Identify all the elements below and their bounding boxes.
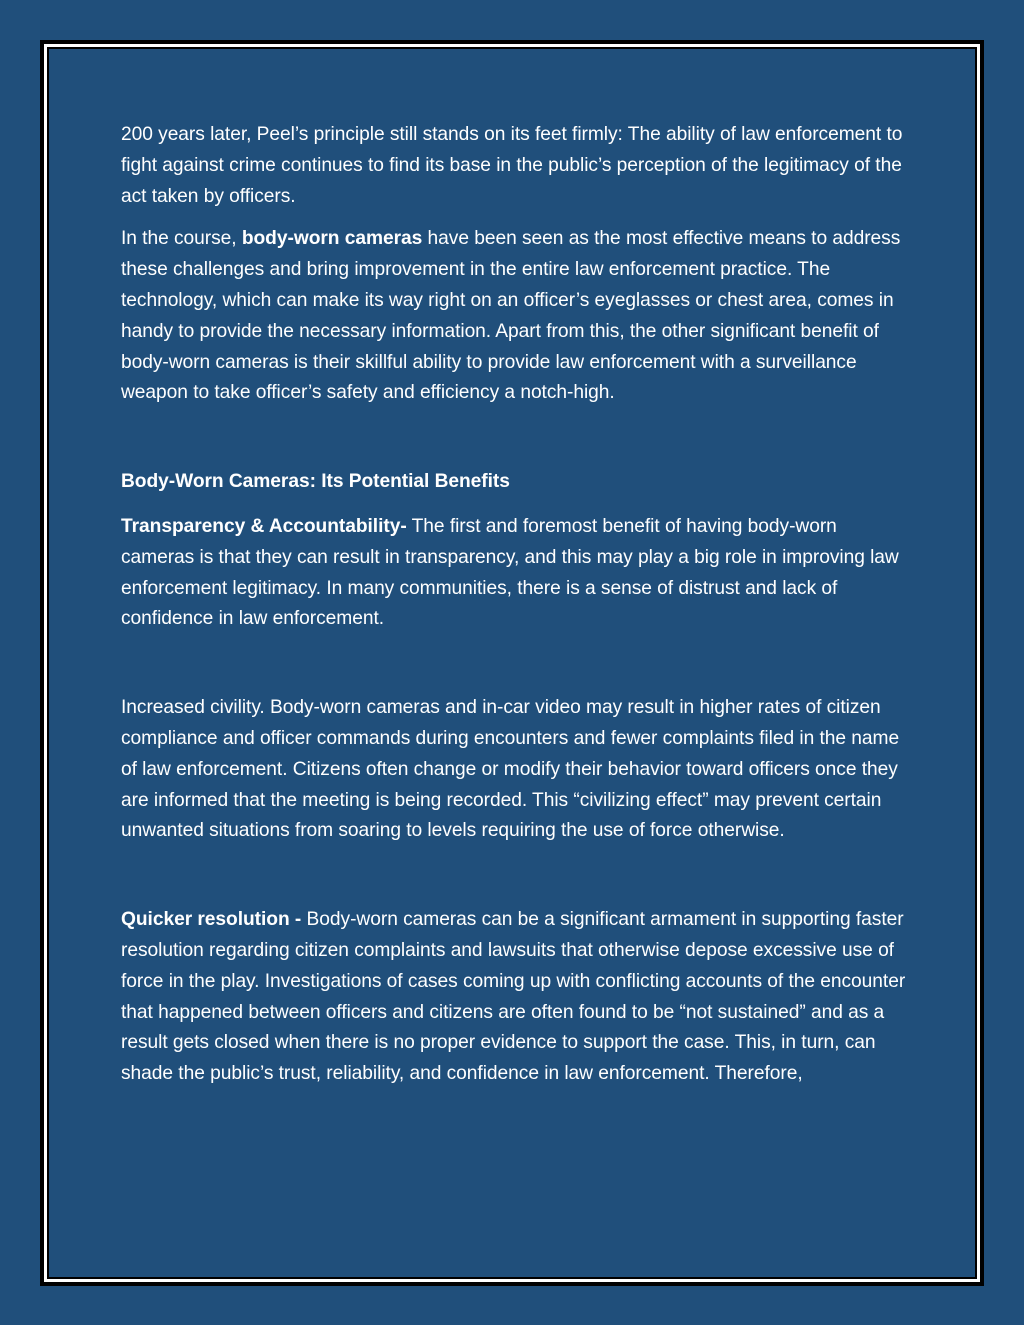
transparency-heading: Transparency & Accountability-	[121, 515, 407, 537]
body-worn-cameras-emphasis: body-worn cameras	[241, 228, 423, 250]
paragraph-course	[121, 224, 911, 409]
document-body	[121, 120, 911, 1090]
paragraph-intro	[121, 120, 911, 212]
section-heading: Body-Worn Cameras: Its Potential Benefits	[121, 471, 510, 493]
paragraph-resolution-text: Body-worn cameras can be a significant armament in supporting faster resolution regarding citizen complaints and lawsuits that otherwise depose excessive use of force in the play. Investigations of cases coming up with conflicting accounts of the encounter that happened between officers and citizens are often found to be “not sustained” and as a result gets closed when there is no proper evidence to support the case. This, in turn, can shade the public’s trust, reliability, and confidence in law enforcement. Therefore,	[121, 909, 906, 1085]
paragraph-intro-text: 200 years later, Peel’s principle still stands on its feet firmly: The ability of law enforcement to fight against crime continues to find its base in the public’s perception of the legitimacy of the act taken by officers.	[121, 124, 903, 207]
paragraph-civility-text: Increased civility. Body-worn cameras and in-car video may result in higher rates of citizen compliance and officer commands during encounters and fewer complaints filed in the name of law enforcement. Citizens often change or modify their behavior toward officers once they are informed that the meeting is being recorded. This “civilizing effect” may prevent certain unwanted situations from soaring to levels requiring the use of force otherwise.	[121, 697, 900, 842]
paragraph-resolution	[121, 905, 911, 1090]
paragraph-course-rest: have been seen as the most effective means to address these challenges and bring improvement in the entire law enforcement practice. The technology, which can make its way right on an officer’s eyeglasses or chest area, comes in handy to provide the necessary information. Apart from this, the other significant benefit of body-worn cameras is their skillful ability to provide law enforcement with a surveillance weapon to take officer’s safety and efficiency a notch-high.	[121, 228, 901, 404]
paragraph-transparency-text: The first and foremost benefit of having body-worn cameras is that they can result in transparency, and this may play a big role in improving law enforcement legitimacy. In many communities, there is a sense of distrust and lack of confidence in law enforcement.	[121, 515, 899, 630]
paragraph-civility	[121, 693, 911, 847]
paragraph-transparency	[121, 512, 911, 635]
paragraph-course-prefix: In the course,	[121, 228, 242, 250]
resolution-heading: Quicker resolution -	[121, 909, 302, 931]
